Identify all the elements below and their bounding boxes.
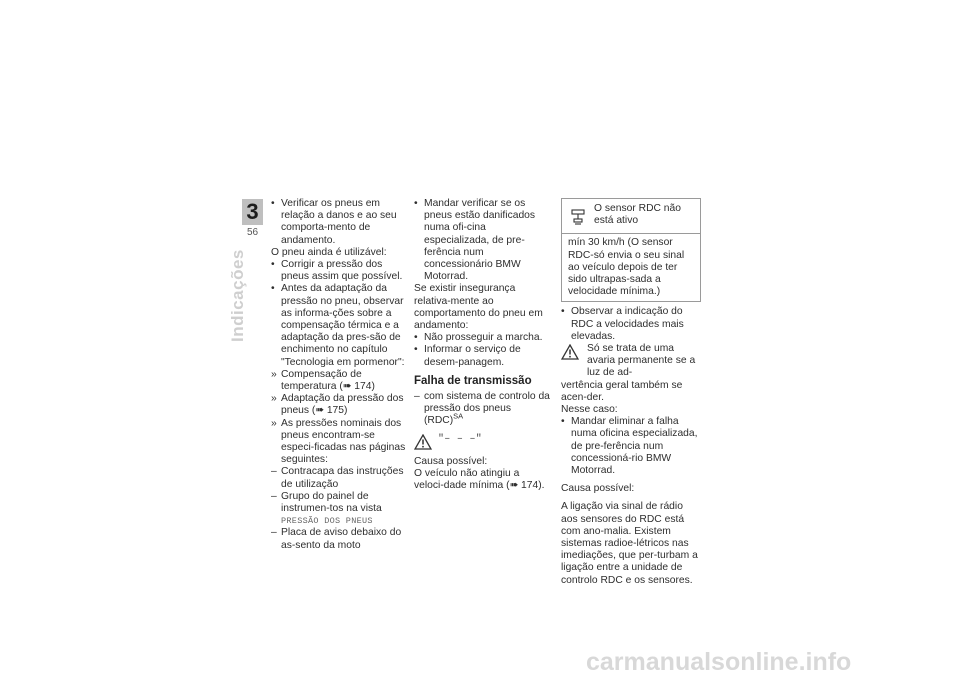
list-item: • Mandar eliminar a falha numa oficina especializada, de pre-ferência num concessioná-rio BMW Motorrad. bbox=[561, 416, 698, 477]
list-item: • Não prosseguir a marcha. bbox=[414, 332, 543, 344]
warning-triangle-icon bbox=[414, 434, 432, 450]
paragraph: Se existir insegurança relativa-mente ao comportamento do pneu em andamento: bbox=[414, 283, 543, 332]
section-heading: Falha de transmissão bbox=[414, 374, 532, 387]
list-item: • Verificar os pneus em relação a danos e ao seu comporta-mento de andamento. bbox=[271, 198, 397, 246]
display-text: PRESSÃO DOS PNEUS bbox=[281, 516, 373, 527]
paragraph: O pneu ainda é utilizável: bbox=[271, 246, 387, 258]
list-item: » Adaptação da pressão dos pneus (➠ 175) bbox=[271, 393, 404, 417]
warning-triangle-icon bbox=[561, 344, 579, 360]
chapter-side-label: Indicações bbox=[228, 249, 247, 342]
cause-label: Causa possível: bbox=[414, 455, 488, 467]
cause-label: Causa possível: bbox=[561, 483, 635, 495]
column-1 bbox=[271, 198, 406, 552]
chapter-tab bbox=[242, 199, 263, 225]
list-item: » As pressões nominais dos pneus encontram-se especi-ficadas nas páginas seguintes: bbox=[271, 417, 406, 466]
list-item: – Placa de aviso debaixo do as-sento da moto bbox=[271, 527, 402, 551]
paragraph: Nesse caso: bbox=[561, 404, 618, 416]
list-item: • Observar a indicação do RDC a velocidades mais elevadas. bbox=[561, 306, 684, 342]
column-2 bbox=[414, 198, 550, 492]
list-item: – Contracapa das instruções de utilização bbox=[271, 466, 404, 490]
list-item: • Antes da adaptação da pressão no pneu, observar as informa-ções sobre a compensação térmica e a adaptação da pres-são de enchimento no capítulo "Tecnologia em pormenor": bbox=[271, 283, 405, 368]
list-item: • Corrigir a pressão dos pneus assim que possível. bbox=[271, 259, 403, 283]
list-item: – Grupo do painel de instrumen-tos na vista PRESSÃO DOS PNEUS bbox=[271, 490, 382, 527]
warning-display-row bbox=[414, 434, 550, 450]
list-item: • Informar o serviço de desem-panagem. bbox=[414, 344, 521, 368]
info-box-header bbox=[562, 199, 700, 234]
warning-note bbox=[561, 343, 701, 380]
info-box bbox=[561, 198, 701, 302]
page-number: 56 bbox=[246, 227, 259, 238]
list-item: • Mandar verificar se os pneus estão danificados numa ofi-cina especializada, de pre-ferência num concessionário BMW Motorrad. bbox=[414, 198, 536, 283]
chapter-number: 3 bbox=[246, 199, 259, 224]
tire-pressure-sensor-icon bbox=[568, 207, 588, 227]
list-item: » Compensação de temperatura (➠ 174) bbox=[271, 368, 375, 393]
info-box-title: O sensor RDC não está ativo bbox=[594, 203, 681, 227]
info-box-body: mín 30 km/h (O sensor RDC-só envia o seu sinal ao veículo depois de ter sido ultrapas-sada a velocidade mínima.) bbox=[568, 237, 685, 298]
paragraph: vertência geral também se acen-der. bbox=[561, 379, 683, 403]
column-3 bbox=[561, 198, 701, 587]
watermark: carmanualsonline.info bbox=[586, 648, 852, 676]
cause-text: A ligação via sinal de rádio aos sensores do RDC está com ano-malia. Existem sistemas radioe-létricos nas imediações, que per-turbam a ligação entre a unidade de controlo RDC e os sensores. bbox=[561, 501, 698, 586]
warning-note-text: Só se trata de uma avaria permanente se a luz de ad- bbox=[587, 343, 696, 379]
cause-text: O veículo não atingiu a veloci-dade mínima (➠ 174). bbox=[414, 467, 545, 492]
display-text: "– – –" bbox=[438, 433, 483, 445]
list-item: – com sistema de controlo da pressão dos pneus (RDC)$^{SA}$ bbox=[414, 391, 550, 427]
